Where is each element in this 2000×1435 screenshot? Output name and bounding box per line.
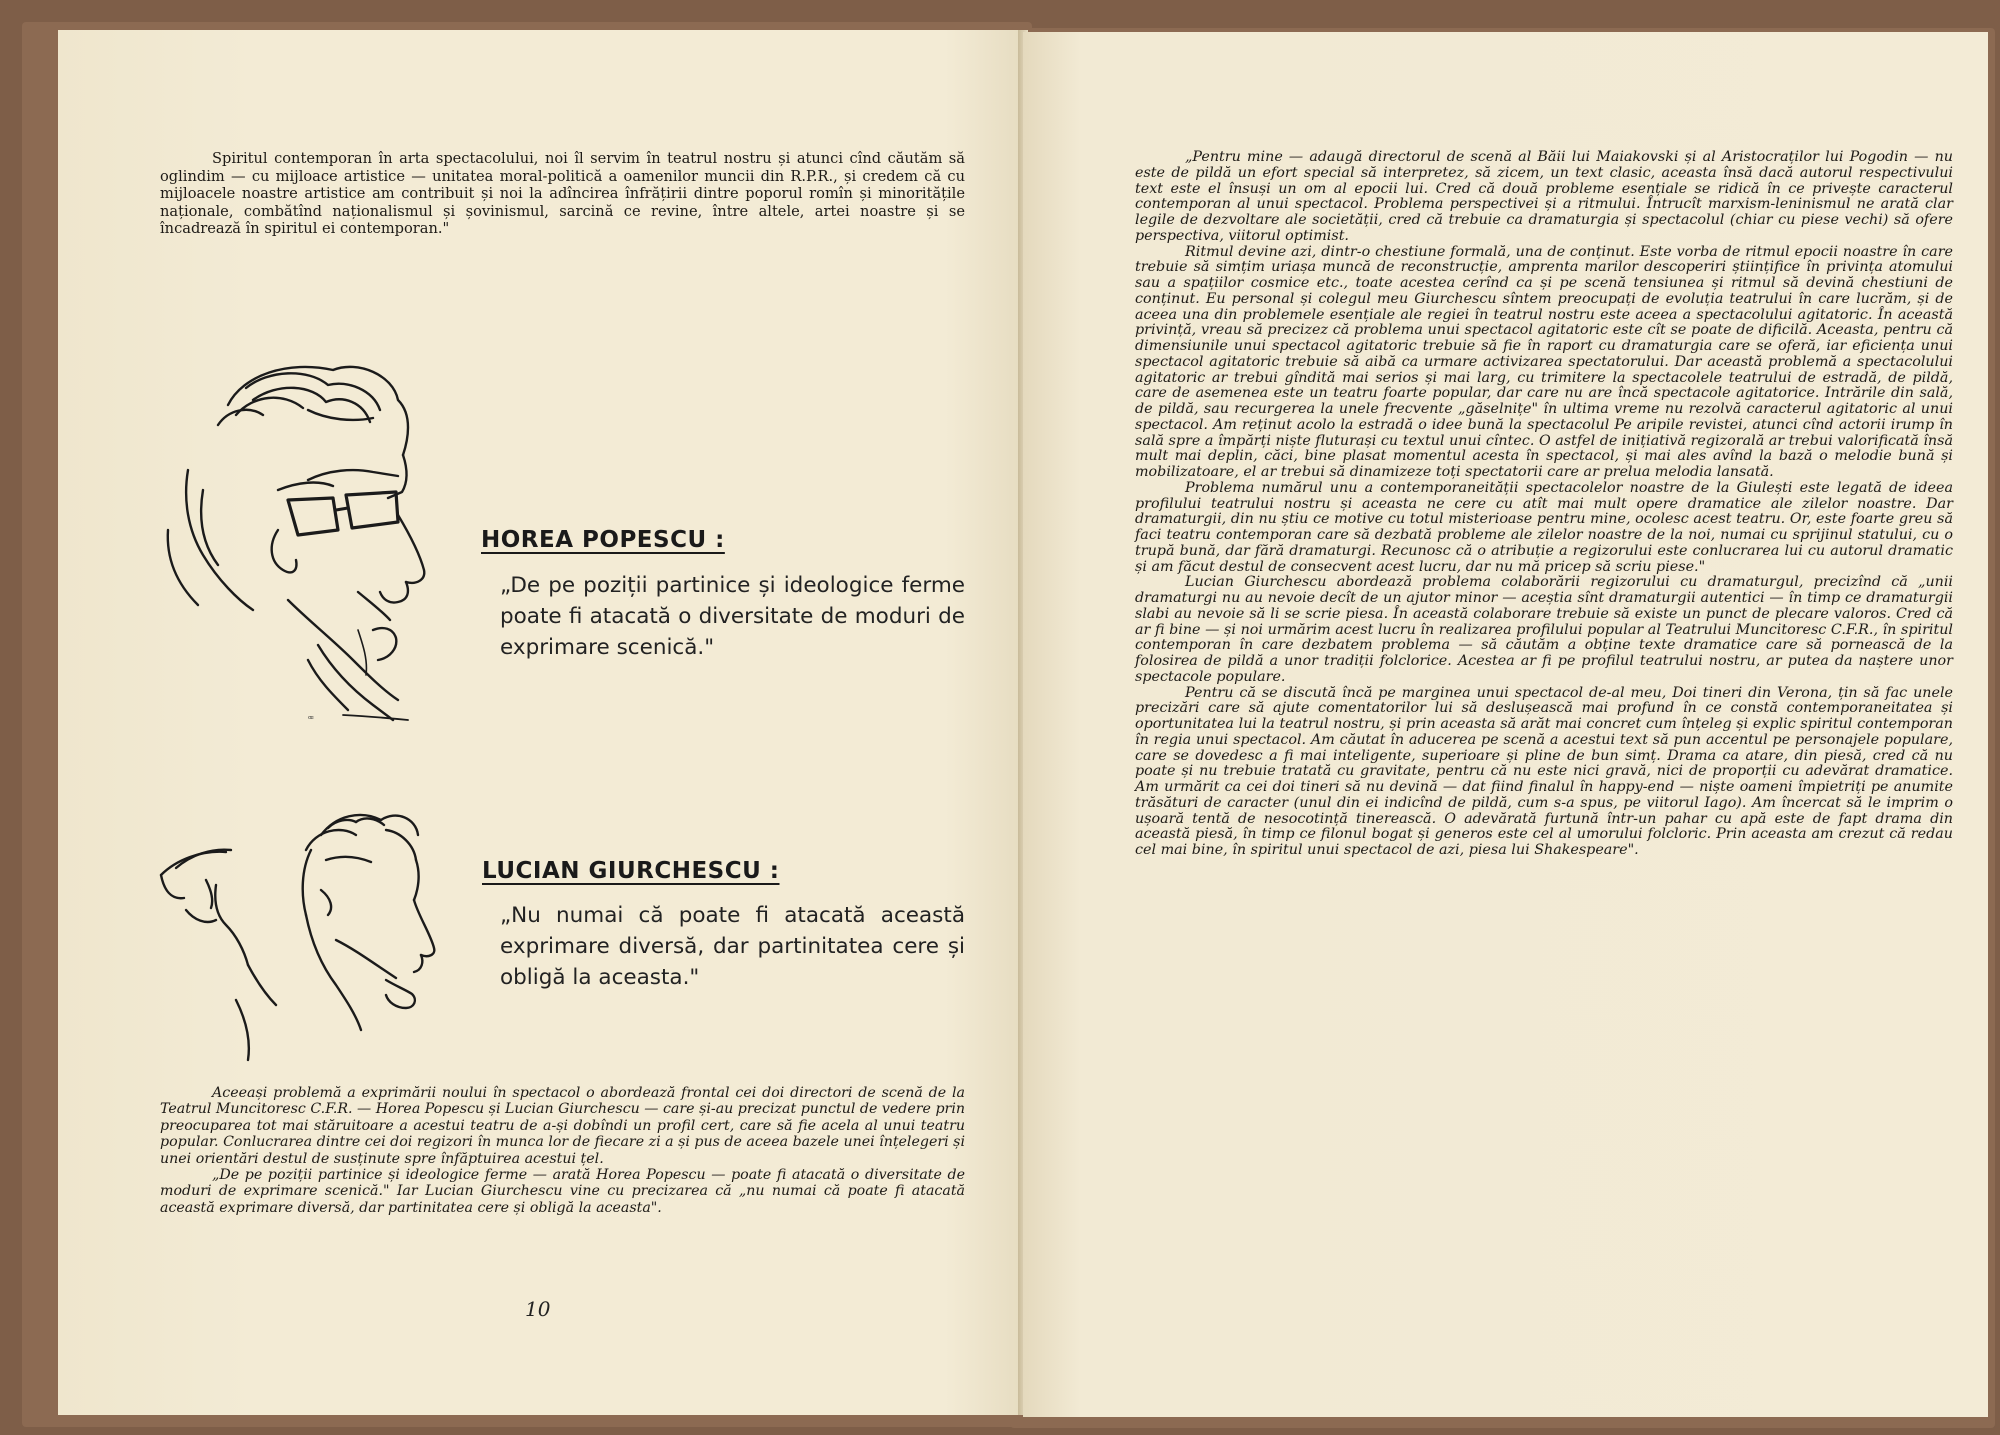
right-paragraph: „Pentru mine — adaugă directorul de scenă al Băii lui Maiakovski și al Aristocraților lui Pogodin — nu este de pildă un efort special să interpretez, să zicem, un text clasic, aceasta însă dacă autorul respectivului text este el însuși un om al epocii lui. Cred că două probleme esențiale se ridică în ce privește caracterul contemporan al unui spectacol. Problema perspectivei și a ritmului. Întrucît marxism-leninismul ne arată clar legile de dezvoltare ale societății, cred că trebuie ca dramaturgia și spectacolul (chiar cu piese vechi) să ofere perspectiva, viitorul optimist.	[1135, 149, 1953, 244]
name-lucian-giurchescu: LUCIAN GIURCHESCU :	[482, 858, 780, 884]
name-horea-popescu: HOREA POPESCU :	[481, 527, 725, 553]
right-text	[1135, 150, 1953, 859]
bottom-paragraph: Aceeași problemă a exprimării noului în spectacol o abordează frontal cei doi directori de scenă de la Teatrul Muncitoresc C.F.R. — Horea Popescu și Lucian Giurchescu — care și-au precizat punctul de vedere prin preocuparea tot mai stăruitoare a acestui teatru de a-și dobîndi un profil cert, care să fie acela al unui teatru popular. Conlucrarea dintre cei doi regizori în munca lor de fiecare zi a și pus de aceea bazele unei înțelegeri și unei orientări destul de susținute spre înfăptuirea acestui țel.	[160, 1085, 965, 1167]
right-paragraph: Ritmul devine azi, dintr-o chestiune formală, una de conținut. Este vorba de ritmul epocii noastre în care trebuie să simțim uriașa muncă de reconstrucție, amprenta marilor descoperiri științifice în privința atomului sau a spațiilor cosmice etc., toate acestea cerînd ca și pe scenă tensiunea și ritmul să devină chestiuni de conținut. Eu personal și colegul meu Giurchescu sîntem preocupați de evoluția teatrului în care lucrăm, și de aceea una din problemele esențiale ale regiei în teatrul nostru este aceea a spectacolului agitatoric. În această privință, vreau să precizez că problema unui spectacol agitatoric este cît se poate de dificilă. Aceasta, pentru că dimensiunile unui spectacol agitatoric trebuie să fie în raport cu dramaturgia care se oferă, iar eficiența unui spectacol agitatoric trebuie să aibă ca urmare activizarea spectatorului. Dar această problemă a spectacolului agitatoric ar trebui gîndită mai serios și mai larg, cu trimitere la spectacolele teatrului de estradă, de pildă, care de asemenea este un teatru foarte popular, dar care nu are încă spectacole agitatorice. Intrările din sală, de pildă, sau recurgerea la unele frecvente „găselnițe" în ultima vreme nu rezolvă caracterul agitatoric al unui spectacol. Am reținut acolo la estradă o idee bună la spectacolul Pe aripile revistei, atunci cînd actorii irump în sală spre a împărți niște fluturași cu textul unui cîntec. O astfel de inițiativă regizorală ar trebui valorificată însă mult mai deplin, căci, bine plasat momentul acesta în spectacol, și mai ales avînd la bază o melodie bună și mobilizatoare, el ar trebui să dinamizeze toți spectatorii care ar prelua melodia lansată.	[1135, 243, 1953, 480]
right-paragraph: Lucian Giurchescu abordează problema colaborării regizorului cu dramaturgul, precizînd că „unii dramaturgi nu au nevoie decît de un ajutor minor — aceștia sînt dramaturgii autentici — în timp ce dramaturgii slabi au nevoie să li se scrie piesa. În această colaborare trebuie să existe un punct de plecare valoros. Cred că ar fi bine — și noi urmărim acest lucru în realizarea profilului popular al Teatrului Muncitoresc C.F.R., în spiritul contemporan în care dezbatem problema — să căutăm a obține texte dramatice care să pornească de la folosirea de pildă a unor tradiții folclorice. Acestea ar fi pe profilul teatrului nostru, ar putea da naștere unor spectacole populare.	[1135, 574, 1953, 685]
bottom-paragraph: „De pe poziții partinice și ideologice ferme — arată Horea Popescu — poate fi atacată o diversitate de moduri de exprimare scenică." Iar Lucian Giurchescu vine cu precizarea că „nu numai că poate fi atacată această exprimare diversă, dar partinitatea cere și obligă la aceasta".	[160, 1167, 965, 1216]
right-page	[1023, 32, 1988, 1417]
svg-text:ꟹ: ꟹ	[308, 715, 314, 725]
quote-horea-popescu: „De pe poziții partinice și ideologice ferme poate fi atacată o diversitate de moduri de exprimare scenică."	[500, 573, 965, 660]
left-page	[58, 30, 1023, 1415]
right-paragraph: Pentru că se discută încă pe marginea unui spectacol de-al meu, Doi tineri din Verona, țin să fac unele precizări care să ajute comentatorilor lui să deslușească mai profund în ce constă contemporaneitatea și oportunitatea lui la teatrul nostru, și prin aceasta să arăt mai concret cum înțeleg și explic spiritul contemporan în regia unui spectacol. Am căutat în aducerea pe scenă a acestui text să pun accentul pe personajele populare, care se dovedesc a fi mai inteligente, superioare și pline de bun simț. Drama ca atare, din piesă, cred că nu poate și nu trebuie tratată cu gravitate, pentru că nu este nici gravă, nici de proporții cu adevărat dramatice. Am urmărit ca cei doi tineri să nu devină — dat fiind finalul în happy-end — niște oameni împietriți pe anumite trăsături de caracter (unul din ei indicînd de pildă, cum s-a spus, pe viitorul Iago). Am încercat să le imprim o ușoară tentă de nesocotință tinerească. O adevărată furtună într-un pahar cu apă este de fapt drama din această piesă, în timp ce filonul bogat și generos este cel al umorului folcloric. Prin aceasta am crezut că redau cel mai bine, în spiritul unui spectacol de azi, piesa lui Shakespeare".	[1135, 684, 1953, 858]
page-number: 10	[525, 1297, 551, 1321]
portrait-lucian-giurchescu	[156, 790, 476, 1090]
quote-lucian-giurchescu: „Nu numai că poate fi atacată această exprimare diversă, dar partinitatea cere și obligă la aceasta."	[500, 903, 965, 990]
bottom-text	[160, 1085, 965, 1216]
intro-paragraph: Spiritul contemporan în arta spectacolului, noi îl servim în teatrul nostru și atunci cînd căutăm să oglindim — cu mijloace artistice — unitatea moral-politică a oamenilor muncii din R.P.R., și credem că cu mijloacele noastre artistice am contribuit și noi la adîncirea înfrățirii dintre poporul romîn și minoritățile naționale, combătînd naționalismul și șovinismul, sarcină ce revine, între altele, artei noastre și se încadrează în spiritul ei contemporan."	[160, 150, 965, 238]
right-paragraph: Problema numărul unu a contemporaneității spectacolelor noastre de la Giulești este legată de ideea profilului teatrului nostru și aceasta ne cere cu atît mai mult opere dramatice ale zilelor noastre. Dar dramaturgii, din nu știu ce motive cu totul misterioase pentru mine, ocolesc acest teatru. Or, este foarte greu să faci teatru contemporan care să dezbată probleme ale zilelor noastre de la noi, numai cu sprijinul statului, cu o trupă bună, dar fără dramaturgi. Recunosc că o atribuție a regizorului este conlucrarea lui cu autorul dramatic și am făcut destul de consecvent acest lucru, dar nu mă pricep să scriu piese."	[1135, 479, 1953, 575]
